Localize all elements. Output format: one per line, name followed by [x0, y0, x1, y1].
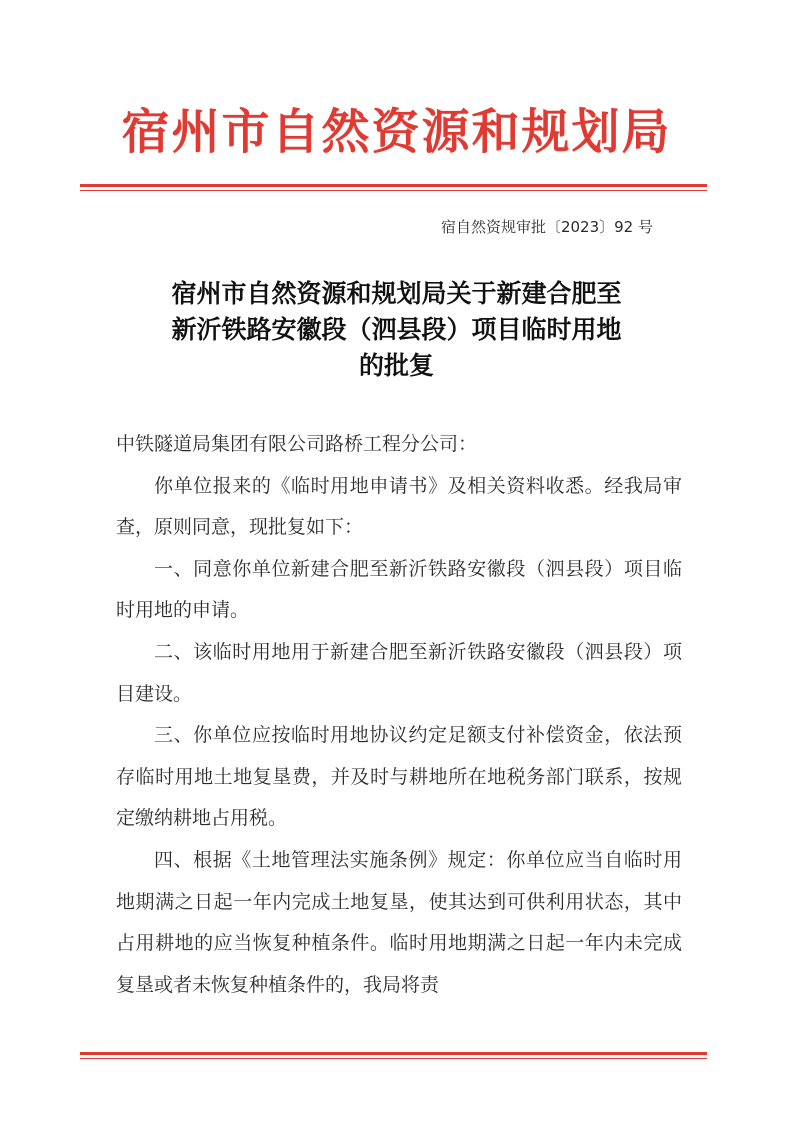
document-title: [80, 276, 713, 384]
body-paragraph: 你单位报来的《临时用地申请书》及相关资料收悉。经我局审查，原则同意，现批复如下：: [116, 474, 682, 539]
title-line: 新沂铁路安徽段（泗县段）项目临时用地: [171, 315, 622, 344]
masthead-rule-thin: [80, 190, 707, 191]
document-number: 宿自然资规审批〔2023〕92 号: [440, 218, 653, 236]
agency-masthead: 宿州市自然资源和规划局: [121, 104, 672, 160]
footer-rule-thick: [80, 1052, 707, 1055]
body-paragraph: 一、同意你单位新建合肥至新沂铁路安徽段（泗县段）项目临时用地的申请。: [116, 557, 682, 622]
body-paragraph: 四、根据《土地管理法实施条例》规定：你单位应当自临时用地期满之日起一年内完成土地复垦，使其达到可供利用状态，其中占用耕地的应当恢复种植条件。临时用地期满之日起一年内未完成复垦或者未恢复种植条件的，我局将责: [116, 848, 682, 996]
masthead-rule-thick: [80, 184, 707, 187]
body-paragraph: 三、你单位应按临时用地协议约定足额支付补偿资金，依法预存临时用地土地复垦费，并及时与耕地所在地税务部门联系，按规定缴纳耕地占用税。: [116, 724, 682, 830]
body-paragraph: 二、该临时用地用于新建合肥至新沂铁路安徽段（泗县段）项目建设。: [116, 640, 682, 705]
document-body: [116, 424, 682, 1006]
title-line: 的批复: [358, 351, 434, 380]
salutation: 中铁隧道局集团有限公司路桥工程分公司：: [116, 433, 478, 455]
title-line: 宿州市自然资源和规划局关于新建合肥至: [171, 279, 622, 308]
footer-rule-thin: [80, 1058, 707, 1059]
